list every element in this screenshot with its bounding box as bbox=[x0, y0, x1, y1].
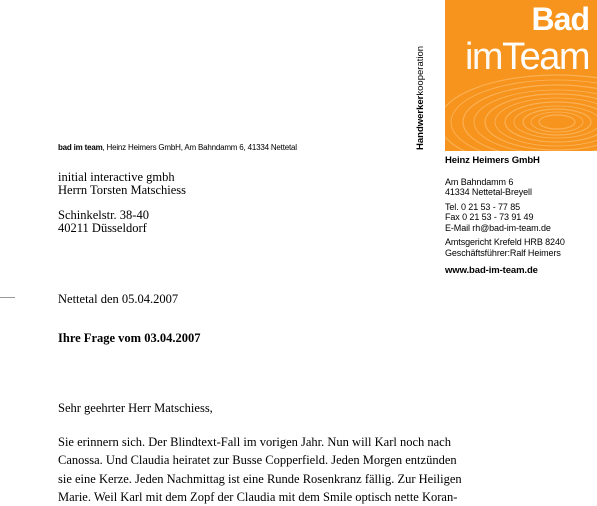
logo-text-team: Team bbox=[502, 36, 589, 78]
company-website-link[interactable]: www.bad-im-team.de bbox=[445, 265, 538, 276]
tagline-rest: kooperation bbox=[415, 45, 426, 96]
company-director: Geschäftsführer:Ralf Heimers bbox=[445, 247, 561, 258]
body-line: Marie. Weil Karl mit dem Zopf der Claudia mit dem Smile optisch nette Koran- bbox=[58, 489, 458, 504]
sender-return-line bbox=[58, 143, 297, 152]
company-court: Amtsgericht Krefeld HRB 8240 bbox=[445, 237, 565, 247]
letter-date: Nettetal den 05.04.2007 bbox=[58, 292, 179, 306]
logo-text-bad: Bad bbox=[531, 1, 589, 37]
company-name: Heinz Heimers GmbH bbox=[445, 155, 540, 166]
sender-brand: bad im team bbox=[58, 143, 103, 152]
sender-address: , Heinz Heimers GmbH, Am Bahndamm 6, 41334 Nettetal bbox=[102, 143, 297, 152]
body-line: Canossa. Und Claudia heiratet zur Busse Copperfield. Jeden Morgen entzünden bbox=[58, 453, 457, 468]
recipient-city: 40211 Düsseldorf bbox=[58, 221, 147, 235]
company-logo bbox=[445, 0, 597, 151]
company-info bbox=[445, 156, 595, 277]
company-street: Am Bahndamm 6 bbox=[445, 176, 514, 187]
recipient-company: initial interactive gmbh bbox=[58, 170, 175, 184]
body-line: Sie erinnern sich. Der Blindtext-Fall im vorigen Jahr. Nun will Karl noch nach bbox=[58, 435, 451, 449]
recipient-address bbox=[58, 171, 186, 235]
company-city: 41334 Nettetal-Breyell bbox=[445, 187, 532, 197]
logo-text-imteam bbox=[465, 38, 589, 76]
tagline-bold: Handwerker bbox=[415, 95, 426, 150]
company-email: E-Mail rh@bad-im-team.de bbox=[445, 222, 551, 233]
logo-text-im: im bbox=[464, 36, 503, 78]
company-fax: Fax 0 21 53 - 73 91 49 bbox=[445, 212, 534, 222]
letter-subject: Ihre Frage vom 03.04.2007 bbox=[58, 331, 201, 345]
letter-salutation: Sehr geehrter Herr Matschiess, bbox=[58, 401, 213, 415]
fold-mark bbox=[0, 297, 15, 298]
recipient-street: Schinkelstr. 38-40 bbox=[58, 208, 149, 222]
letter-body bbox=[58, 433, 462, 506]
company-phone: Tel. 0 21 53 - 77 85 bbox=[445, 201, 521, 212]
vertical-tagline bbox=[414, 10, 428, 150]
body-line: sie eine Kerze. Jeden Nachmittag ist eine Runde Rosenkranz fällig. Zur Heiligen bbox=[58, 471, 462, 486]
recipient-person: Herrn Torsten Matschiess bbox=[58, 183, 187, 197]
